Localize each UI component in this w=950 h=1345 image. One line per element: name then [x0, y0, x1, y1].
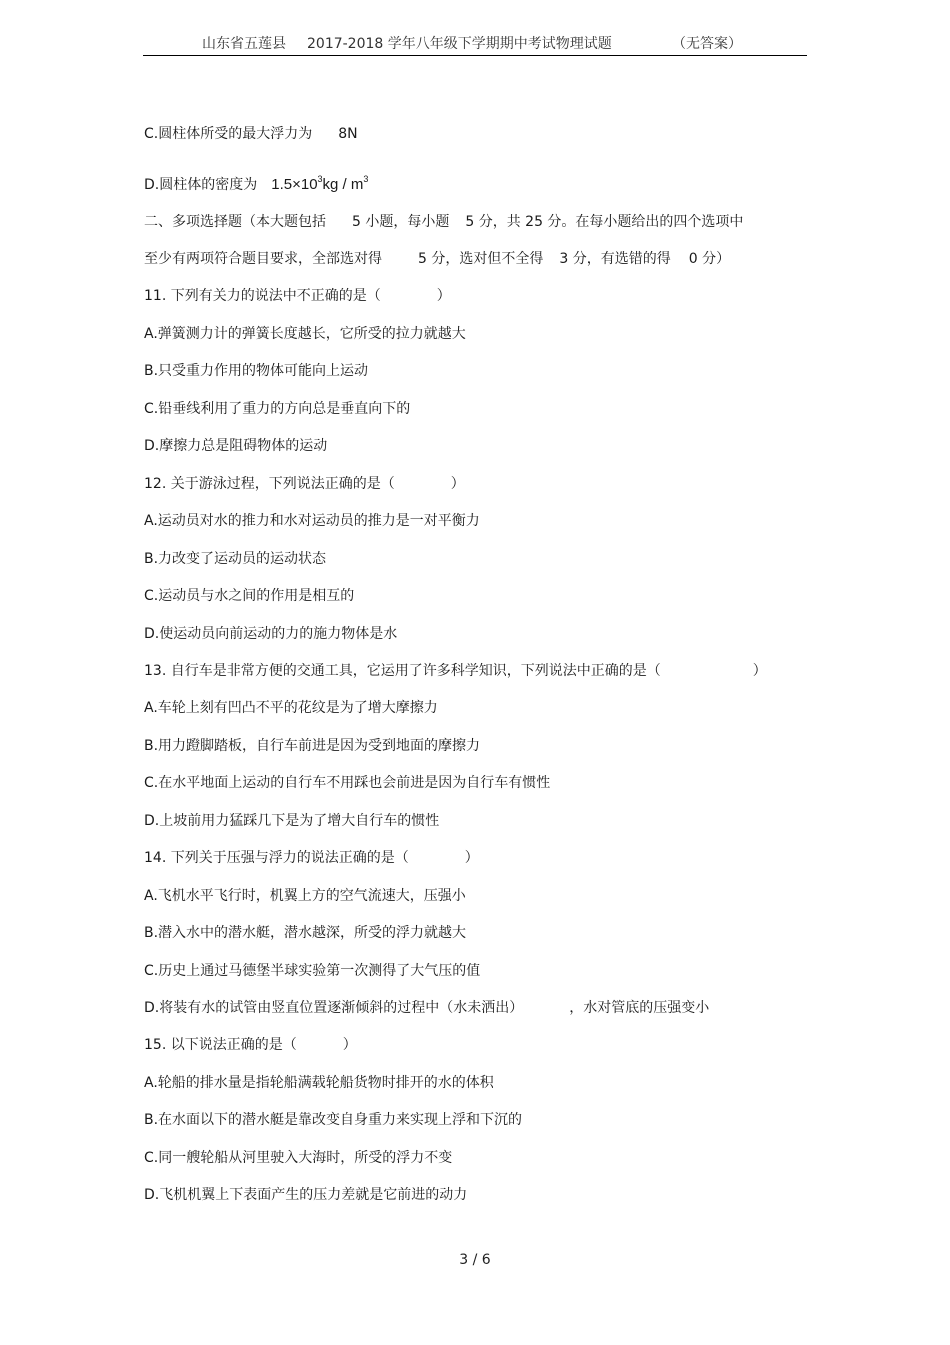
option-14-b: B.潜入水中的潜水艇，潜水越深，所受的浮力就越大 — [144, 925, 467, 941]
header-region: 山东省五莲县 — [202, 36, 286, 52]
option-11-b: B.只受重力作用的物体可能向上运动 — [144, 363, 369, 379]
option-12-d: D.使运动员向前运动的力的施力物体是水 — [144, 626, 398, 642]
option-15-a: A.轮船的排水量是指轮船满载轮船货物时排开的水的体积 — [144, 1075, 494, 1091]
density-formula: $1.5\times 10^3kg / m^3$ — [271, 174, 369, 193]
header-title: 2017-2018 学年八年级下学期期中考试物理试题 — [307, 36, 612, 52]
option-15-b: B.在水面以下的潜水艇是靠改变自身重力来实现上浮和下沉的 — [144, 1112, 523, 1128]
option-12-a: A.运动员对水的推力和水对运动员的推力是一对平衡力 — [144, 513, 480, 529]
page-header — [143, 36, 807, 56]
option-15-d: D.飞机机翼上下表面产生的压力差就是它前进的动力 — [144, 1187, 468, 1203]
option-13-d: D.上坡前用力猛踩几下是为了增大自行车的惯性 — [144, 813, 440, 829]
option-line — [144, 125, 358, 143]
page-number: 3 / 6 — [459, 1252, 491, 1268]
option-line — [144, 170, 368, 194]
option-11-a: A.弹簧测力计的弹簧长度越长，它所受的拉力就越大 — [144, 326, 466, 342]
option-value: 8N — [338, 126, 358, 142]
option-12-b: B.力改变了运动员的运动状态 — [144, 551, 327, 567]
question-14: 14. 下列关于压强与浮力的说法正确的是（ ） — [144, 850, 479, 866]
question-13: 13. 自行车是非常方便的交通工具，它运用了许多科学知识，下列说法中正确的是（ ） — [144, 663, 767, 679]
option-14-c: C.历史上通过马德堡半球实验第一次测得了大气压的值 — [144, 963, 481, 979]
option-14-d: D.将装有水的试管由竖直位置逐渐倾斜的过程中（水未洒出） ，水对管底的压强变小 — [144, 1000, 710, 1016]
option-text: D.圆柱体的密度为 — [144, 177, 258, 193]
option-13-b: B.用力蹬脚踏板，自行车前进是因为受到地面的摩擦力 — [144, 738, 481, 754]
option-13-a: A.车轮上刻有凹凸不平的花纹是为了增大摩擦力 — [144, 700, 438, 716]
option-15-c: C.同一艘轮船从河里驶入大海时，所受的浮力不变 — [144, 1150, 453, 1166]
option-text: C.圆柱体所受的最大浮力为 — [144, 126, 313, 142]
option-11-c: C.铅垂线利用了重力的方向总是垂直向下的 — [144, 401, 411, 417]
header-note: （无答案） — [672, 36, 742, 52]
question-11: 11. 下列有关力的说法中不正确的是（ ） — [144, 288, 451, 304]
option-12-c: C.运动员与水之间的作用是相互的 — [144, 588, 355, 604]
section-heading: 二、多项选择题（本大题包括 5 小题，每小题 5 分，共 25 分。在每小题给出的四个选项中 — [144, 214, 744, 230]
option-14-a: A.飞机水平飞行时，机翼上方的空气流速大，压强小 — [144, 888, 466, 904]
question-15: 15. 以下说法正确的是（ ） — [144, 1037, 357, 1053]
question-12: 12. 关于游泳过程，下列说法正确的是（ ） — [144, 476, 465, 492]
section-instructions: 至少有两项符合题目要求，全部选对得 5 分，选对但不全得 3 分，有选错的得 0 分） — [144, 251, 731, 267]
option-11-d: D.摩擦力总是阻碍物体的运动 — [144, 438, 328, 454]
option-13-c: C.在水平地面上运动的自行车不用踩也会前进是因为自行车有惯性 — [144, 775, 551, 791]
